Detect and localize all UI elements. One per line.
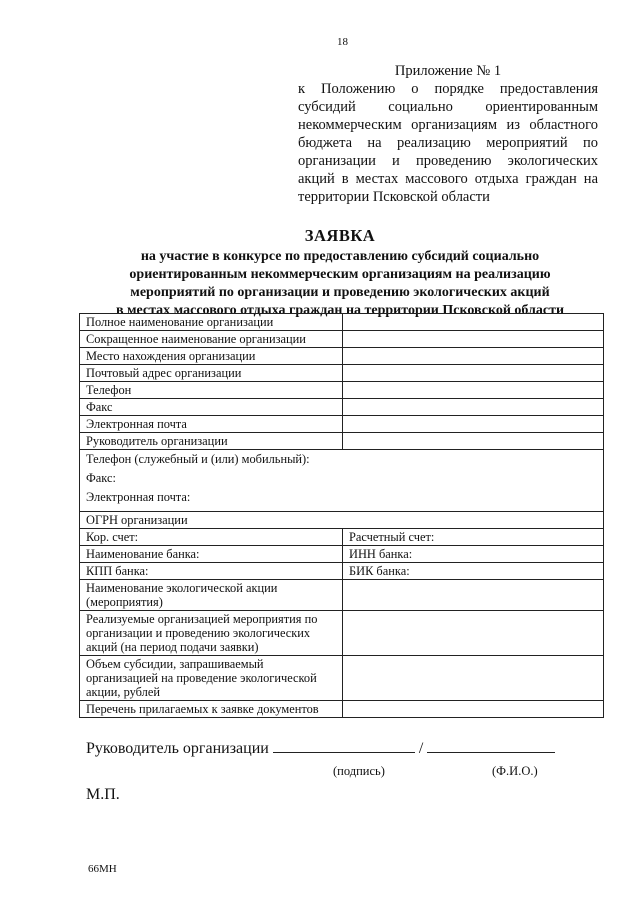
table-row — [80, 580, 604, 611]
table-row — [80, 365, 604, 382]
signature-blank[interactable] — [273, 738, 415, 753]
contact-fax-label: Факс: — [86, 471, 116, 485]
table-row — [80, 399, 604, 416]
appendix-text: к Положению о порядке предоставления субсидий социально ориентированным некоммерческим организациям из областного бюджета на реализацию мероприятий по организации и проведению экологических акций в местах массового отдыха граждан на территории Псковской области — [298, 81, 598, 205]
table-row — [80, 382, 604, 399]
name-caption: (Ф.И.О.) — [492, 764, 538, 778]
field-value-cell[interactable] — [343, 433, 604, 450]
document-code: 66МН — [88, 863, 117, 875]
table-row — [80, 314, 604, 331]
signature-label: Руководитель организации — [86, 740, 269, 757]
table-row — [80, 656, 604, 701]
bank-field-cell[interactable]: Кор. счет: — [80, 529, 343, 546]
stamp-label: М.П. — [86, 786, 120, 803]
bank-field-cell[interactable]: КПП банка: — [80, 563, 343, 580]
subtitle-line: ориентированным некоммерческим организациям на реализацию — [129, 267, 551, 282]
table-row — [80, 331, 604, 348]
table-row — [80, 433, 604, 450]
signature-line — [86, 738, 606, 758]
field-label: Электронная почта — [80, 416, 343, 433]
bank-field-cell[interactable]: БИК банка: — [343, 563, 604, 580]
field-value-cell[interactable] — [343, 331, 604, 348]
field-label: Наименование экологической акции (мероприятия) — [80, 580, 343, 611]
field-value-cell[interactable] — [343, 701, 604, 718]
table-row — [80, 512, 604, 529]
field-label: Реализуемые организацией мероприятия по организации и проведению экологических акций (на период подачи заявки) — [80, 611, 343, 656]
form-title: ЗАЯВКА — [304, 226, 376, 245]
field-label: Перечень прилагаемых к заявке документов — [80, 701, 343, 718]
table-row — [80, 563, 604, 580]
appendix-block — [298, 62, 598, 206]
subtitle-line: в местах массового отдыха граждан на территории Псковской области — [115, 303, 565, 318]
signature-caption: (подпись) — [333, 764, 385, 778]
contact-email-label: Электронная почта: — [86, 490, 191, 504]
field-value-cell[interactable] — [343, 656, 604, 701]
field-label: Руководитель организации — [80, 433, 343, 450]
table-row — [80, 348, 604, 365]
field-value-cell[interactable] — [343, 382, 604, 399]
field-value-cell[interactable] — [343, 611, 604, 656]
field-label: Почтовый адрес организации — [80, 365, 343, 382]
subtitle-line: на участие в конкурсе по предоставлению субсидий социально — [140, 249, 540, 264]
contacts-cell[interactable] — [80, 450, 604, 512]
field-value-cell[interactable] — [343, 580, 604, 611]
field-value-cell[interactable] — [343, 365, 604, 382]
field-label: Факс — [80, 399, 343, 416]
application-form-table — [79, 313, 604, 718]
field-label: Место нахождения организации — [80, 348, 343, 365]
field-label: Телефон — [80, 382, 343, 399]
table-row-contacts — [80, 450, 604, 512]
table-row — [80, 611, 604, 656]
field-value-cell[interactable] — [343, 416, 604, 433]
subtitle-line: мероприятий по организации и проведению экологических акций — [130, 285, 550, 300]
bank-field-cell[interactable]: Наименование банка: — [80, 546, 343, 563]
name-blank[interactable] — [427, 738, 555, 753]
field-value-cell[interactable] — [343, 399, 604, 416]
field-label: Сокращенное наименование организации — [80, 331, 343, 348]
field-value-cell[interactable] — [343, 314, 604, 331]
bank-field-cell[interactable]: Расчетный счет: — [343, 529, 604, 546]
signature-separator: / — [418, 740, 424, 757]
field-label: Полное наименование организации — [80, 314, 343, 331]
table-row — [80, 416, 604, 433]
field-label: Объем субсидии, запрашиваемый организацией на проведение экологической акции, рублей — [80, 656, 343, 701]
table-row — [80, 701, 604, 718]
form-heading — [70, 226, 610, 320]
ogrn-cell[interactable]: ОГРН организации — [80, 512, 604, 529]
field-value-cell[interactable] — [343, 348, 604, 365]
bank-field-cell[interactable]: ИНН банка: — [343, 546, 604, 563]
appendix-title: Приложение № 1 — [394, 63, 502, 79]
table-row — [80, 546, 604, 563]
form-subtitle — [70, 248, 610, 320]
table-row — [80, 529, 604, 546]
page-number: 18 — [337, 36, 348, 48]
contact-phone-label: Телефон (служебный и (или) мобильный): — [86, 452, 310, 466]
